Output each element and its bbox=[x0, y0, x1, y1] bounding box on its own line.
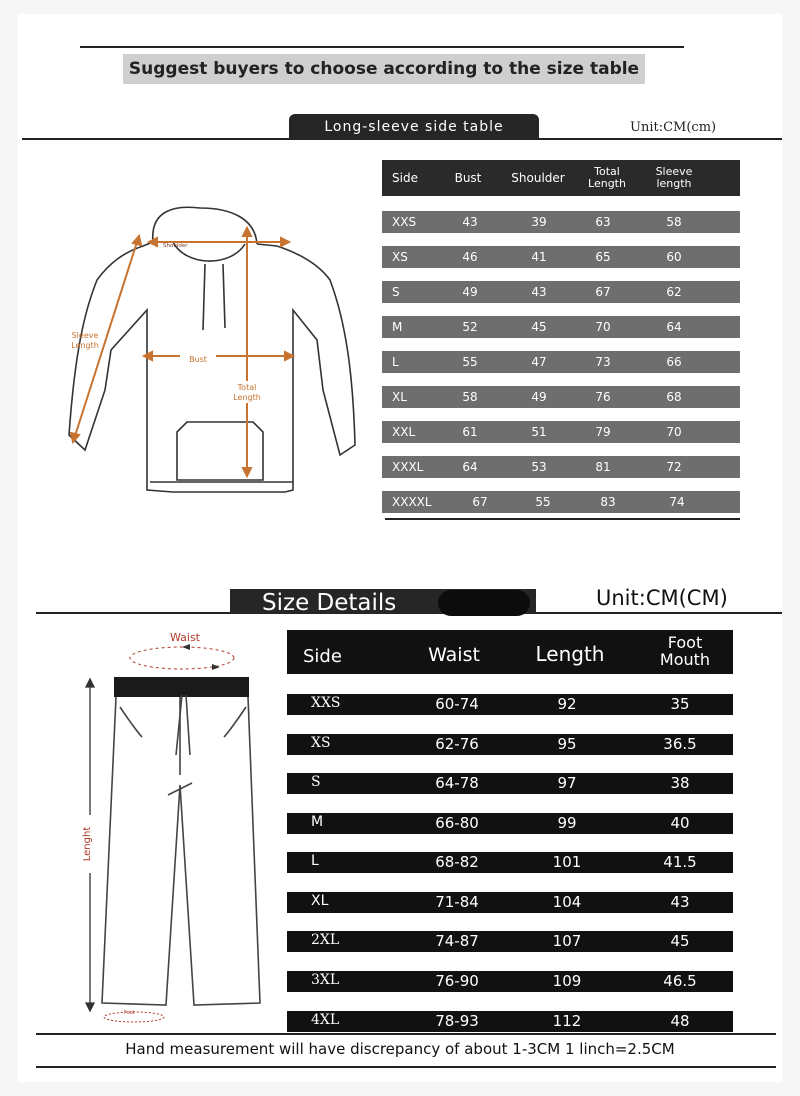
table-cell: 64-78 bbox=[435, 774, 479, 792]
size-advice-banner: Suggest buyers to choose according to the size table bbox=[123, 54, 645, 84]
table-cell: 60 bbox=[666, 250, 682, 264]
table-cell: 2XL bbox=[311, 932, 340, 948]
table-cell: 45 bbox=[531, 320, 547, 334]
table-cell: 38 bbox=[670, 774, 690, 792]
table-cell: 83 bbox=[600, 495, 616, 509]
table-cell: 72 bbox=[666, 460, 682, 474]
table-cell: 60-74 bbox=[435, 695, 479, 713]
table-cell: 52 bbox=[462, 320, 478, 334]
hoodie-total-label-2: Length bbox=[233, 393, 261, 402]
hoodie-table-bottom-rule bbox=[385, 518, 740, 520]
table-cell: 49 bbox=[462, 285, 478, 299]
pants-col-length: Length bbox=[535, 642, 605, 666]
pants-outline bbox=[102, 697, 260, 1005]
table-cell: 78-93 bbox=[435, 1012, 479, 1030]
table-cell: 70 bbox=[595, 320, 611, 334]
table-cell: 92 bbox=[557, 695, 577, 713]
pants-table-row bbox=[287, 892, 733, 913]
pants-table-row bbox=[287, 971, 733, 992]
hoodie-table-row bbox=[382, 351, 740, 373]
table-cell: XL bbox=[392, 390, 407, 404]
table-cell: 76 bbox=[595, 390, 611, 404]
hoodie-table-row bbox=[382, 421, 740, 443]
table-cell: 68-82 bbox=[435, 853, 479, 871]
hoodie-col-sleeve-length: Sleeve length bbox=[655, 165, 693, 190]
table-cell: 97 bbox=[557, 774, 577, 792]
pants-table-row bbox=[287, 931, 733, 952]
hoodie-sleeve-label-2: Length bbox=[71, 341, 99, 350]
table-cell: 39 bbox=[531, 215, 547, 229]
hoodie-col-side: Side bbox=[392, 171, 418, 185]
table-cell: 62-76 bbox=[435, 735, 479, 753]
table-cell: 101 bbox=[552, 853, 582, 871]
pants-table-bottom-rule bbox=[36, 1033, 776, 1035]
measurement-note: Hand measurement will have discrepancy of about 1-3CM 1 linch=2.5CM bbox=[125, 1040, 675, 1058]
table-cell: 67 bbox=[472, 495, 488, 509]
table-cell: 66 bbox=[666, 355, 682, 369]
table-cell: M bbox=[311, 814, 324, 830]
table-cell: 41.5 bbox=[663, 853, 697, 871]
pants-table-row bbox=[287, 694, 733, 715]
table-cell: 71-84 bbox=[435, 893, 479, 911]
table-cell: 47 bbox=[531, 355, 547, 369]
table-cell: 43 bbox=[531, 285, 547, 299]
table-cell: XXXXL bbox=[392, 495, 432, 509]
table-cell: 35 bbox=[670, 695, 690, 713]
pants-table-row bbox=[287, 1011, 733, 1032]
pants-table-row bbox=[287, 813, 733, 834]
hoodie-body-outline bbox=[69, 242, 355, 492]
table-cell: 43 bbox=[462, 215, 478, 229]
table-cell: 61 bbox=[462, 425, 478, 439]
table-cell: 67 bbox=[595, 285, 611, 299]
pants-waist-label: Waist bbox=[169, 631, 201, 644]
table-cell: 64 bbox=[666, 320, 682, 334]
table-cell: 58 bbox=[666, 215, 682, 229]
hoodie-col-bust: Bust bbox=[454, 171, 482, 185]
table-cell: 104 bbox=[552, 893, 582, 911]
table-cell: 64 bbox=[462, 460, 478, 474]
table-cell: 107 bbox=[552, 932, 582, 950]
table-cell: L bbox=[311, 853, 319, 869]
table-cell: XXL bbox=[392, 425, 416, 439]
table-cell: 74-87 bbox=[435, 932, 479, 950]
table-cell: XL bbox=[311, 893, 329, 909]
table-cell: 40 bbox=[670, 814, 690, 832]
table-cell: 65 bbox=[595, 250, 611, 264]
hoodie-diagram bbox=[55, 200, 365, 500]
table-cell: 46 bbox=[462, 250, 478, 264]
table-cell: 109 bbox=[552, 972, 582, 990]
table-cell: 55 bbox=[535, 495, 551, 509]
pants-col-foot-mouth: Foot Mouth bbox=[659, 633, 711, 669]
hoodie-table-tab: Long-sleeve side table bbox=[289, 114, 539, 140]
table-cell: 70 bbox=[666, 425, 682, 439]
hoodie-table-row bbox=[382, 491, 740, 513]
hoodie-col-shoulder: Shoulder bbox=[511, 171, 565, 185]
table-cell: 41 bbox=[531, 250, 547, 264]
table-cell: XXS bbox=[311, 695, 341, 711]
table-cell: 76-90 bbox=[435, 972, 479, 990]
table-cell: 45 bbox=[670, 932, 690, 950]
table-cell: 36.5 bbox=[663, 735, 697, 753]
table-cell: 51 bbox=[531, 425, 547, 439]
table-cell: 49 bbox=[531, 390, 547, 404]
redaction-block bbox=[438, 590, 530, 616]
pants-unit-label: Unit:CM(CM) bbox=[596, 586, 728, 610]
table-cell: 43 bbox=[670, 893, 690, 911]
table-cell: 66-80 bbox=[435, 814, 479, 832]
table-cell: 53 bbox=[531, 460, 547, 474]
hoodie-sleeve-label-1: Sleeve bbox=[71, 331, 99, 340]
hoodie-table-row bbox=[382, 456, 740, 478]
table-cell: 112 bbox=[552, 1012, 582, 1030]
table-cell: 99 bbox=[557, 814, 577, 832]
table-cell: S bbox=[311, 774, 321, 790]
hoodie-shoulder-label: Shoulder bbox=[163, 243, 188, 249]
table-cell: 62 bbox=[666, 285, 682, 299]
table-cell: S bbox=[392, 285, 400, 299]
hoodie-table-row bbox=[382, 316, 740, 338]
pants-table-row bbox=[287, 852, 733, 873]
table-cell: 74 bbox=[669, 495, 685, 509]
table-cell: 58 bbox=[462, 390, 478, 404]
pants-table-row bbox=[287, 773, 733, 794]
table-cell: 95 bbox=[557, 735, 577, 753]
hoodie-unit-label: Unit:CM(cm) bbox=[630, 120, 717, 135]
hoodie-total-label-1: Total bbox=[237, 383, 257, 392]
hoodie-bust-label: Bust bbox=[189, 355, 207, 364]
pants-table-header bbox=[287, 630, 733, 674]
pants-table-tab: Size Details bbox=[230, 589, 536, 614]
top-divider bbox=[80, 46, 684, 48]
hoodie-table-row bbox=[382, 246, 740, 268]
hoodie-table-row bbox=[382, 281, 740, 303]
table-cell: 63 bbox=[595, 215, 611, 229]
table-cell: M bbox=[392, 320, 403, 334]
hoodie-table-header bbox=[382, 160, 740, 196]
table-cell: 3XL bbox=[311, 972, 340, 988]
table-cell: XXXL bbox=[392, 460, 424, 474]
footer-rule bbox=[36, 1066, 776, 1068]
table-cell: 73 bbox=[595, 355, 611, 369]
table-cell: 68 bbox=[666, 390, 682, 404]
pants-col-waist: Waist bbox=[428, 644, 480, 666]
hoodie-col-total-length: Total Length bbox=[588, 165, 626, 190]
table-cell: 46.5 bbox=[663, 972, 697, 990]
table-cell: L bbox=[392, 355, 399, 369]
table-cell: 4XL bbox=[311, 1012, 340, 1028]
pants-table-row bbox=[287, 734, 733, 755]
hoodie-table-row bbox=[382, 211, 740, 233]
table-cell: 48 bbox=[670, 1012, 690, 1030]
table-cell: XS bbox=[392, 250, 408, 264]
table-cell: 55 bbox=[462, 355, 478, 369]
pants-length-label: Lenght bbox=[82, 826, 93, 862]
pants-col-side: Side bbox=[303, 646, 342, 667]
hoodie-table-row bbox=[382, 386, 740, 408]
table-cell: XS bbox=[311, 735, 331, 751]
pants-diagram bbox=[70, 625, 280, 1035]
table-cell: 79 bbox=[595, 425, 611, 439]
hoodie-hood bbox=[153, 207, 257, 244]
table-cell: 81 bbox=[595, 460, 611, 474]
table-cell: XXS bbox=[392, 215, 417, 229]
pants-foot-label: Foot bbox=[124, 1010, 135, 1016]
